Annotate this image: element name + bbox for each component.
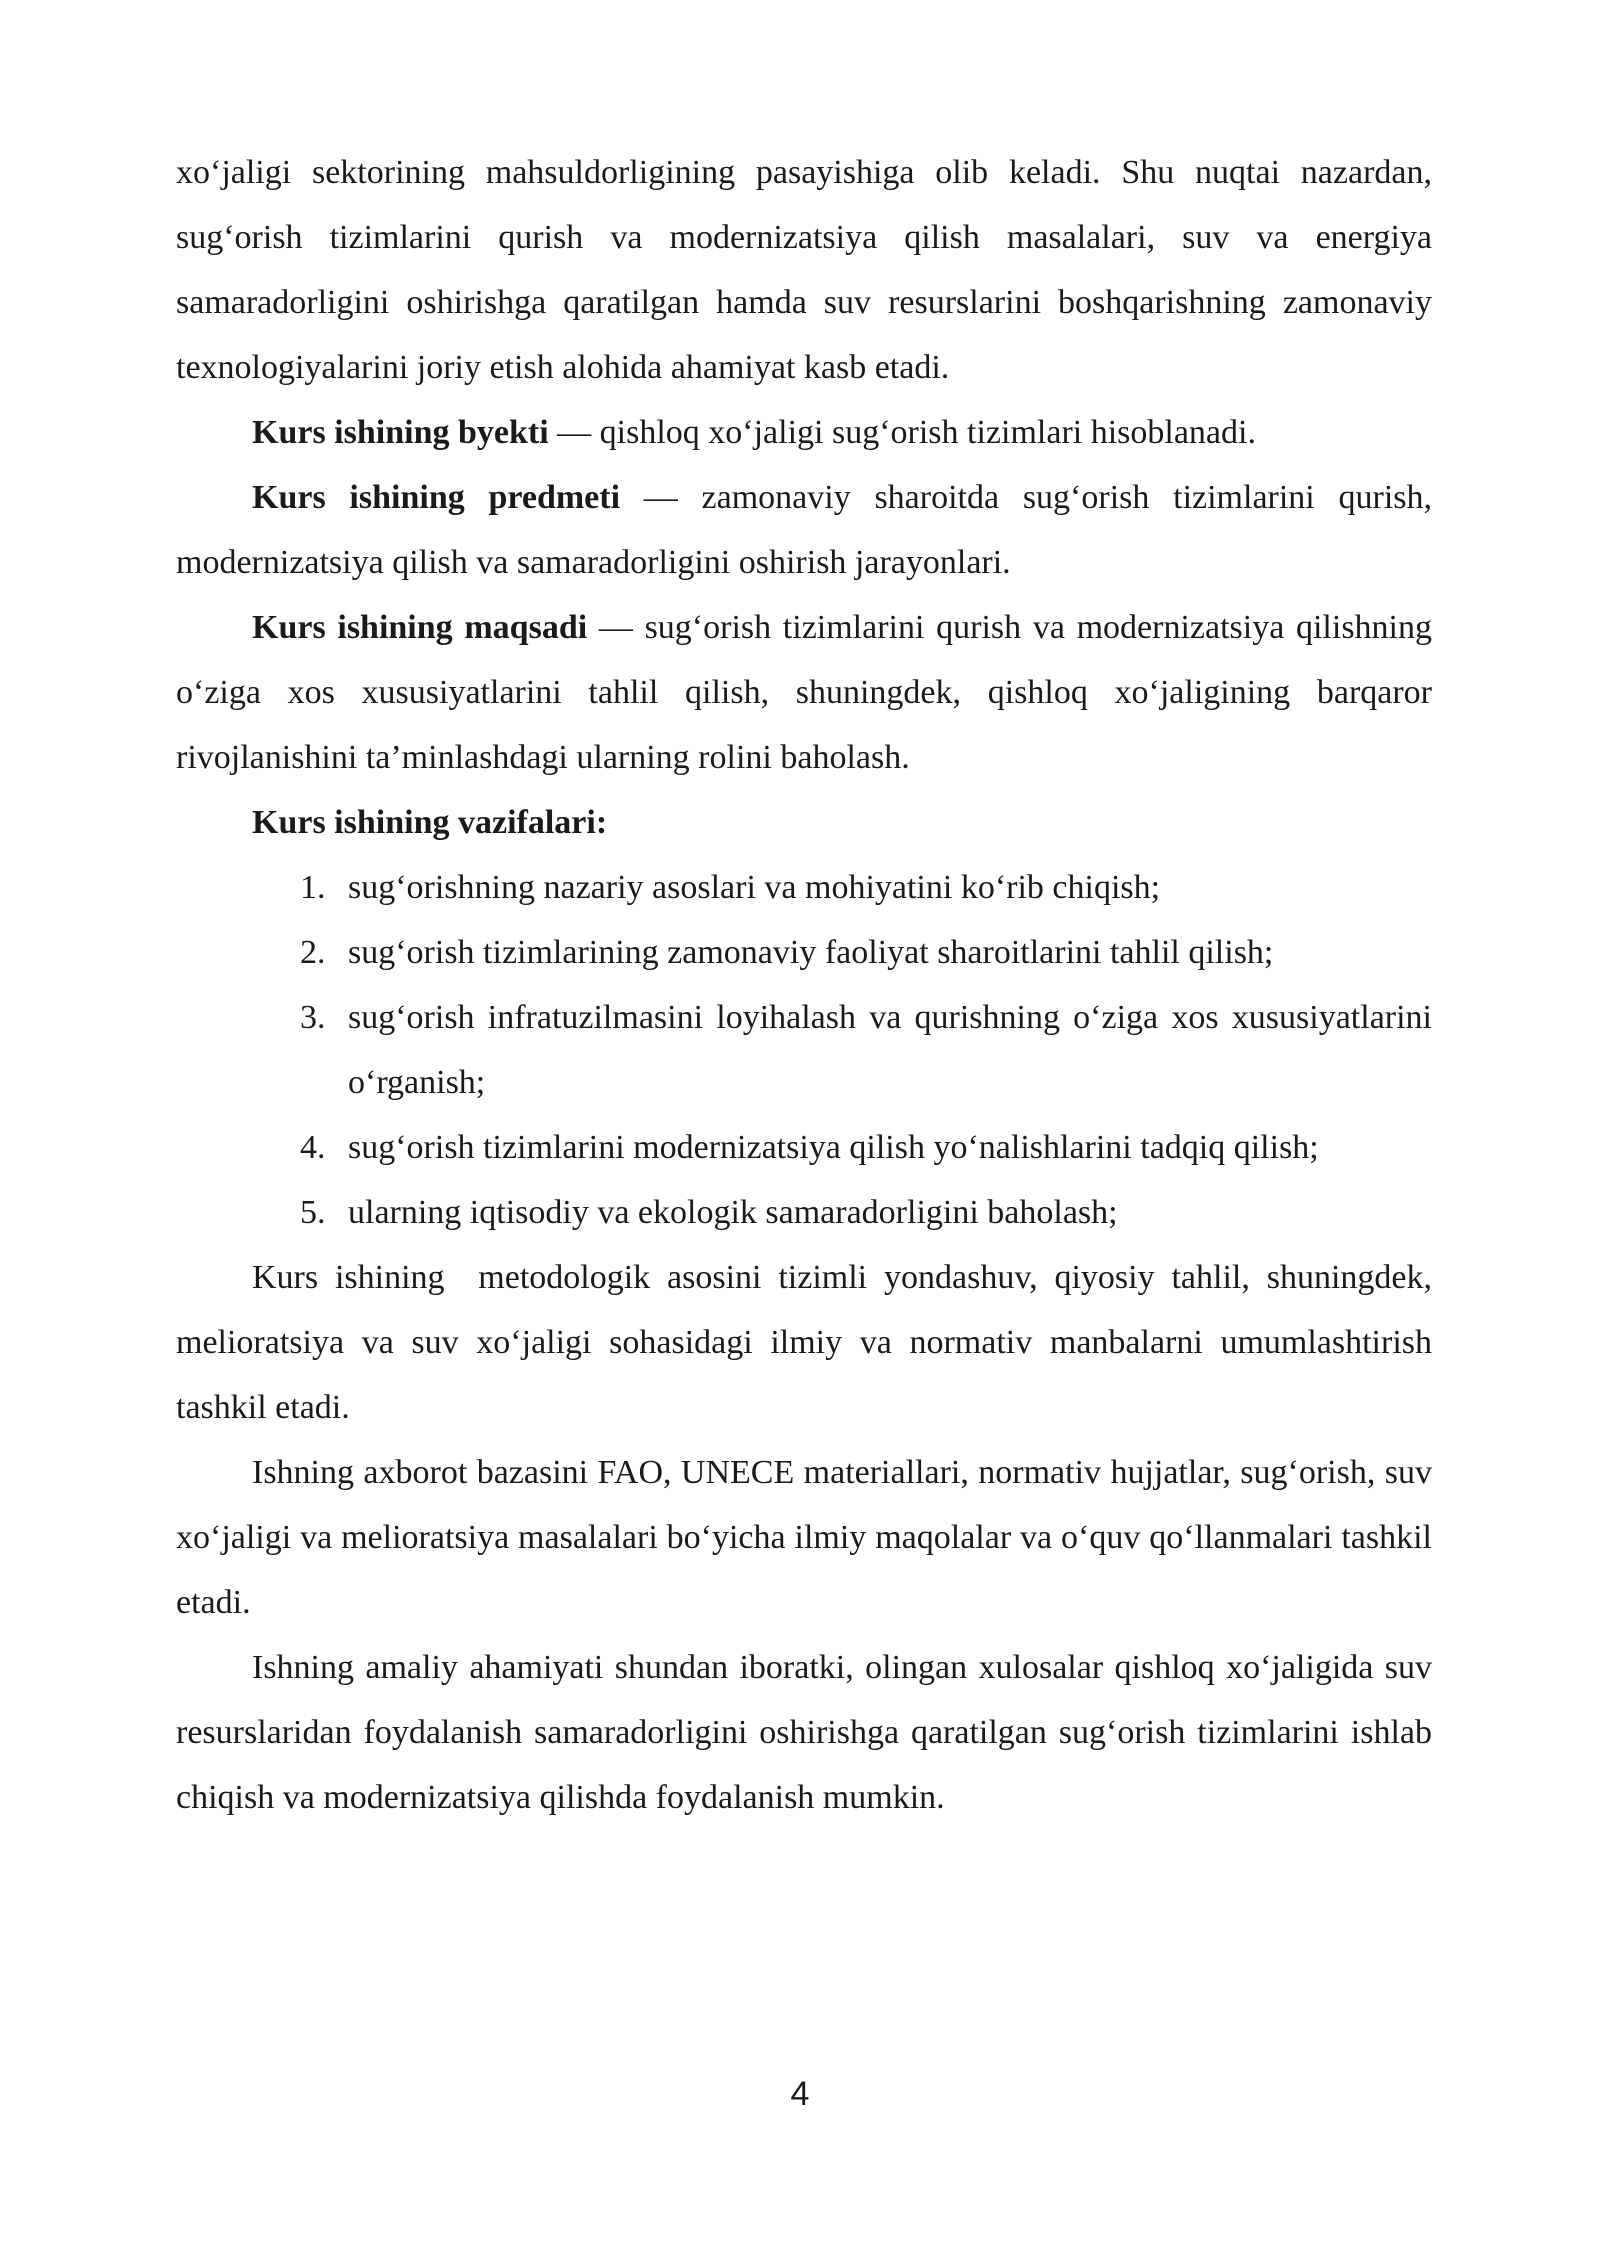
methodology-paragraph: Kurs ishining metodologik asosini tizimli yondashuv, qiyosiy tahlil, shuningdek, melioratsiya va suv xo‘jaligi sohasidagi ilmiy va normativ manbalarni umumlashtirish tashkil etadi. — [176, 1259, 1441, 1426]
tasks-label: Kurs ishining vazifalari: — [252, 804, 608, 841]
object-text: — qishloq xo‘jaligi sug‘orish tizimlari hisoblanadi. — [548, 414, 1256, 451]
practical-paragraph: Ishning amaliy ahamiyati shundan iboratki, olingan xulosalar qishloq xo‘jaligida suv resurslaridan foydalanish samaradorligini oshirishga qaratilgan sug‘orish tizimlarini ishlab chiqish va modernizatsiya qilishda foydalanish mumkin. — [176, 1649, 1432, 1816]
goal-paragraph — [176, 595, 1432, 790]
list-item — [176, 1115, 1432, 1180]
tasks-list — [176, 855, 1432, 1245]
list-item-number: 2. — [300, 934, 326, 971]
page-number: 4 — [790, 2075, 810, 2113]
object-label: Kurs ishining byekti — [252, 414, 549, 451]
tasks-heading — [176, 790, 1432, 855]
list-item-text: ularning iqtisodiy va ekologik samaradorligini baholash; — [348, 1194, 1118, 1231]
document-body — [176, 140, 1441, 1830]
list-item — [176, 855, 1432, 920]
list-item — [176, 920, 1432, 985]
goal-label: Kurs ishining maqsadi — [252, 609, 588, 646]
goal-text: — sug‘orish tizimlarini qurish va modernizatsiya qilishning o‘ziga xos xususiyatlarini tahlil qilish, shuningdek, qishloq xo‘jaligining barqaror rivojlanishini ta’minlashdagi ularning rolini baholash. — [176, 609, 1433, 776]
list-item — [176, 1180, 1432, 1245]
list-item-number: 5. — [300, 1194, 326, 1231]
info-base-paragraph: Ishning axborot bazasini FAO, UNECE materiallari, normativ hujjatlar, sug‘orish, suv xo‘jaligi va melioratsiya masalalari bo‘yicha ilmiy maqolalar va o‘quv qo‘llanmalari tashkil etadi. — [176, 1454, 1432, 1621]
list-item-text: sug‘orishning nazariy asoslari va mohiyatini ko‘rib chiqish; — [348, 869, 1161, 906]
list-item-number: 1. — [300, 869, 326, 906]
list-item-text: sug‘orish tizimlarini modernizatsiya qilish yo‘nalishlarini tadqiq qilish; — [348, 1129, 1319, 1166]
subject-paragraph — [176, 465, 1432, 595]
object-paragraph — [176, 400, 1432, 465]
subject-label: Kurs ishining predmeti — [252, 479, 621, 516]
list-item-text: sug‘orish infratuzilmasini loyihalash va qurishning o‘ziga xos xususiyatlarini o‘rganish; — [348, 999, 1432, 1101]
list-item-text: sug‘orish tizimlarining zamonaviy faoliyat sharoitlarini tahlil qilish; — [348, 934, 1274, 971]
list-item — [176, 985, 1432, 1115]
subject-text: — zamonaviy sharoitda sug‘orish tizimlarini qurish, modernizatsiya qilish va samaradorligini oshirish jarayonlari. — [176, 479, 1432, 581]
list-item-number: 4. — [300, 1129, 326, 1166]
list-item-number: 3. — [300, 999, 326, 1036]
intro-paragraph: xo‘jaligi sektorining mahsuldorligining pasayishiga olib keladi. Shu nuqtai nazardan, sug‘orish tizimlarini qurish va modernizatsiya qilish masalalari, suv va energiya samaradorligini oshirishga qaratilgan hamda suv resurslarini boshqarishning zamonaviy texnologiyalarini joriy etish alohida ahamiyat kasb etadi. — [176, 154, 1432, 386]
